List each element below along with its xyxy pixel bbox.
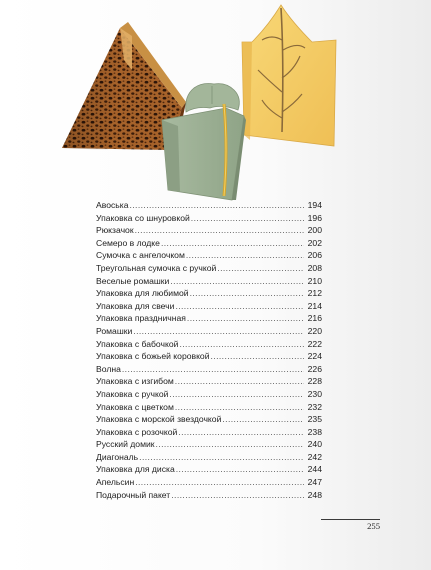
toc-entry-title: Упаковка для любимой — [96, 288, 189, 299]
toc-entry-page: 200 — [307, 225, 322, 236]
toc-dot-leader — [211, 350, 304, 363]
toc-dot-leader — [156, 438, 304, 451]
toc-entry-page: 212 — [307, 288, 322, 299]
toc-entry[interactable] — [96, 275, 322, 288]
toc-dot-leader — [191, 212, 304, 225]
toc-dot-leader — [175, 300, 304, 313]
toc-dot-leader — [175, 375, 304, 388]
toc-entry-title: Рюкзачок — [96, 225, 134, 236]
toc-entry-title: Упаковка с изгибом — [96, 376, 174, 387]
toc-entry-page: 230 — [307, 388, 322, 399]
toc-entry-page: 247 — [307, 477, 322, 488]
toc-dot-leader — [187, 312, 304, 325]
toc-entry-title: Упаковка с ручкой — [96, 388, 169, 399]
toc-dot-leader — [139, 451, 304, 464]
toc-entry[interactable] — [96, 237, 322, 250]
toc-entry-title: Упаковка с бабочкой — [96, 338, 179, 349]
toc-entry[interactable] — [96, 312, 322, 325]
toc-dot-leader — [135, 224, 304, 237]
toc-dot-leader — [190, 287, 304, 300]
toc-entry-page: 226 — [307, 363, 322, 374]
toc-entry-title: Ромашки — [96, 325, 133, 336]
toc-dot-leader — [171, 489, 304, 502]
toc-entry[interactable] — [96, 249, 322, 262]
toc-entry-page: 196 — [307, 212, 322, 223]
toc-entry[interactable] — [96, 413, 322, 426]
toc-entry-page: 224 — [307, 351, 322, 362]
toc-entry-page: 235 — [307, 414, 322, 425]
toc-entry-title: Упаковка с божьей коровкой — [96, 351, 210, 362]
toc-entry-title: Семеро в лодке — [96, 237, 160, 248]
table-of-contents — [96, 199, 322, 501]
toc-entry[interactable] — [96, 287, 322, 300]
toc-entry[interactable] — [96, 388, 322, 401]
toc-dot-leader — [179, 338, 304, 351]
toc-entry-page: 214 — [307, 300, 322, 311]
toc-entry[interactable] — [96, 224, 322, 237]
toc-entry[interactable] — [96, 451, 322, 464]
toc-entry-title: Русский домик — [96, 439, 155, 450]
toc-entry-title: Упаковка с цветком — [96, 401, 174, 412]
toc-entry-page: 242 — [307, 451, 322, 462]
toc-entry-page: 222 — [307, 338, 322, 349]
origami-boxes-photo — [0, 0, 431, 210]
toc-dot-leader — [122, 363, 304, 376]
toc-entry[interactable] — [96, 300, 322, 313]
toc-dot-leader — [170, 275, 304, 288]
toc-entry-page: 220 — [307, 325, 322, 336]
toc-dot-leader — [129, 199, 304, 212]
toc-dot-leader — [186, 249, 304, 262]
toc-entry[interactable] — [96, 489, 322, 502]
toc-entry-page: 248 — [307, 489, 322, 500]
toc-entry-page: 208 — [307, 262, 322, 273]
toc-dot-leader — [178, 426, 304, 439]
toc-entry-page: 194 — [307, 200, 322, 210]
toc-dot-leader — [133, 325, 304, 338]
toc-entry-title: Упаковка для диска — [96, 464, 175, 475]
toc-entry[interactable] — [96, 350, 322, 363]
toc-entry[interactable] — [96, 375, 322, 388]
toc-entry-title: Упаковка для свечи — [96, 300, 175, 311]
yellow-leaf-box — [242, 5, 336, 146]
toc-dot-leader — [169, 388, 304, 401]
toc-entry-page: 206 — [307, 250, 322, 261]
toc-entry-title: Упаковка с розочкой — [96, 426, 178, 437]
toc-entry[interactable] — [96, 325, 322, 338]
toc-dot-leader — [175, 401, 304, 414]
toc-entry-page: 244 — [307, 464, 322, 475]
toc-entry-title: Подарочный пакет — [96, 489, 171, 500]
toc-entry-title: Апельсин — [96, 477, 135, 488]
toc-entry[interactable] — [96, 463, 322, 476]
toc-entry-page: 228 — [307, 376, 322, 387]
toc-entry-page: 238 — [307, 426, 322, 437]
toc-entry-title: Треугольная сумочка с ручкой — [96, 262, 217, 273]
toc-entry-page: 216 — [307, 313, 322, 324]
toc-entry-title: Авоська — [96, 200, 129, 210]
toc-entry[interactable] — [96, 338, 322, 351]
toc-entry[interactable] — [96, 426, 322, 439]
toc-entry-title: Упаковка праздничная — [96, 313, 186, 324]
toc-dot-leader — [222, 413, 304, 426]
toc-entry-title: Веселые ромашки — [96, 275, 170, 286]
toc-dot-leader — [161, 237, 304, 250]
toc-entry-page: 210 — [307, 275, 322, 286]
toc-entry-title: Упаковка со шнуровкой — [96, 212, 190, 223]
toc-entry-title: Диагональ — [96, 451, 139, 462]
toc-entry-page: 202 — [307, 237, 322, 248]
toc-dot-leader — [135, 476, 304, 489]
toc-entry[interactable] — [96, 476, 322, 489]
toc-entry-title: Сумочка с ангелочком — [96, 250, 185, 261]
toc-entry[interactable] — [96, 363, 322, 376]
page-number: 255 — [367, 521, 380, 531]
toc-entry-title: Волна — [96, 363, 121, 374]
folio-rule — [321, 519, 380, 520]
toc-entry-title: Упаковка с морской звездочкой — [96, 414, 222, 425]
toc-entry[interactable] — [96, 212, 322, 225]
toc-entry-page: 240 — [307, 439, 322, 450]
toc-dot-leader — [217, 262, 304, 275]
toc-entry[interactable] — [96, 438, 322, 451]
toc-dot-leader — [176, 463, 304, 476]
toc-entry[interactable] — [96, 401, 322, 414]
toc-entry[interactable] — [96, 262, 322, 275]
toc-entry[interactable] — [96, 199, 322, 212]
toc-entry-page: 232 — [307, 401, 322, 412]
